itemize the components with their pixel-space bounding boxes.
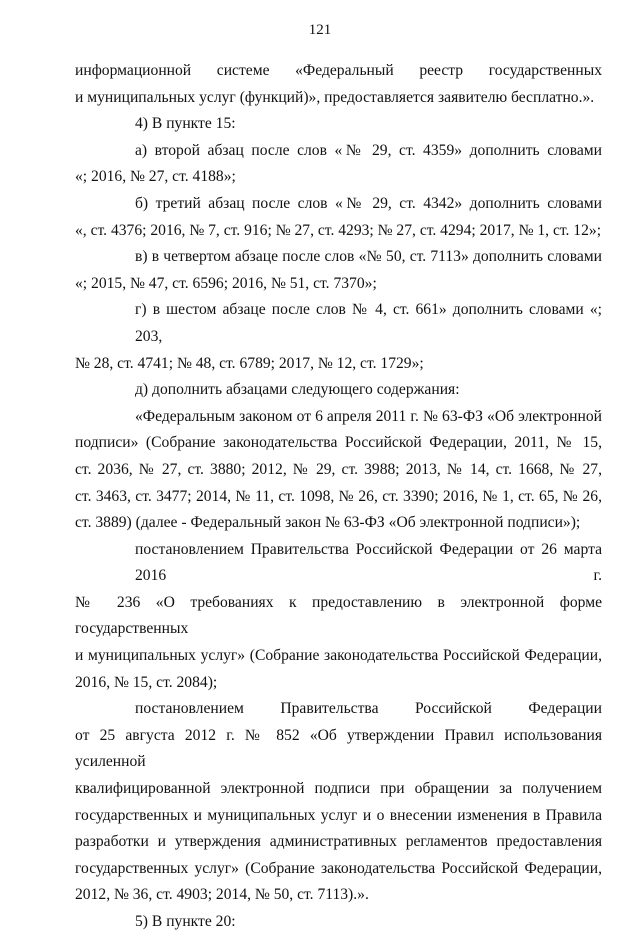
- paragraph-p5: [75, 297, 602, 377]
- text-line: и муниципальных услуг» (Собрание законодательства Российской Федерации,: [75, 647, 602, 665]
- paragraph-p0: [75, 58, 602, 111]
- paragraph-p1: [75, 111, 602, 138]
- text-line: ст. 3463, ст. 3477; 2014, № 11, ст. 1098, № 26, ст. 3390; 2016, № 1, ст. 65, № 26,: [75, 487, 602, 505]
- text-line: государственных и муниципальных услуг и о внесении изменения в Правила: [75, 806, 602, 824]
- text-line: «; 2016, № 27, ст. 4188»;: [75, 168, 236, 186]
- text-line: государственных услуг» (Собрание законодательства Российской Федерации,: [75, 859, 602, 877]
- text-line: подписи» (Собрание законодательства Российской Федерации, 2011, № 15,: [75, 434, 602, 452]
- paragraph-p3: [75, 191, 602, 244]
- text-line: в) в четвертом абзаце после слов «№ 50, ст. 7113» дополнить словами: [135, 248, 602, 266]
- text-line: № 236 «О требованиях к предоставлению в электронной форме государственных: [75, 593, 602, 638]
- text-line: «; 2015, № 47, ст. 6596; 2016, № 51, ст. 7370»;: [75, 274, 377, 292]
- paragraph-p7: [75, 404, 602, 537]
- text-line: № 28, ст. 4741; № 48, ст. 6789; 2017, № 12, ст. 1729»;: [75, 354, 424, 372]
- paragraph-p4: [75, 244, 602, 297]
- text-line: 5) В пункте 20:: [135, 913, 236, 930]
- text-line: разработки и утверждения административных регламентов предоставления: [75, 833, 602, 851]
- document-body: [75, 58, 602, 936]
- text-line: информационной системе «Федеральный реестр государственных: [75, 62, 602, 79]
- text-line: а) второй абзац после слов «№ 29, ст. 4359» дополнить словами: [135, 141, 602, 159]
- text-line: 2016, № 15, ст. 2084);: [75, 673, 218, 691]
- text-line: от 25 августа 2012 г. № 852 «Об утверждении Правил использования усиленной: [75, 726, 602, 771]
- text-line: ст. 2036, № 27, ст. 3880; 2012, № 29, ст. 3988; 2013, № 14, ст. 1668, № 27,: [75, 460, 602, 478]
- text-line: «, ст. 4376; 2016, № 7, ст. 916; № 27, ст. 4293; № 27, ст. 4294; 2017, № 1, ст. 12»;: [75, 221, 602, 239]
- paragraph-p6: [75, 377, 602, 404]
- text-line: 4) В пункте 15:: [135, 115, 236, 133]
- paragraph-p8: [75, 537, 602, 697]
- paragraph-p9: [75, 696, 602, 909]
- text-line: ст. 3889) (далее - Федеральный закон № 63-ФЗ «Об электронной подписи»);: [75, 514, 581, 532]
- text-line: д) дополнить абзацами следующего содержания:: [135, 381, 460, 399]
- text-line: г) в шестом абзаце после слов № 4, ст. 661» дополнить словами «; 203,: [135, 301, 602, 345]
- text-line: 2012, № 36, ст. 4903; 2014, № 50, ст. 7113).».: [75, 886, 369, 904]
- text-line: б) третий абзац после слов «№ 29, ст. 4342» дополнить словами: [135, 194, 602, 212]
- paragraph-p2: [75, 138, 602, 191]
- paragraph-p10: [75, 909, 602, 936]
- page-number: 121: [308, 22, 332, 38]
- text-line: «Федеральным законом от 6 апреля 2011 г. № 63-ФЗ «Об электронной: [135, 407, 602, 425]
- text-line: постановлением Правительства Российской Федерации: [135, 700, 602, 718]
- text-line: и муниципальных услуг (функций)», предоставляется заявителю бесплатно.».: [75, 88, 595, 106]
- text-line: постановлением Правительства Российской Федерации от 26 марта 2016 г.: [135, 540, 602, 585]
- text-line: квалифицированной электронной подписи при обращении за получением: [75, 780, 602, 798]
